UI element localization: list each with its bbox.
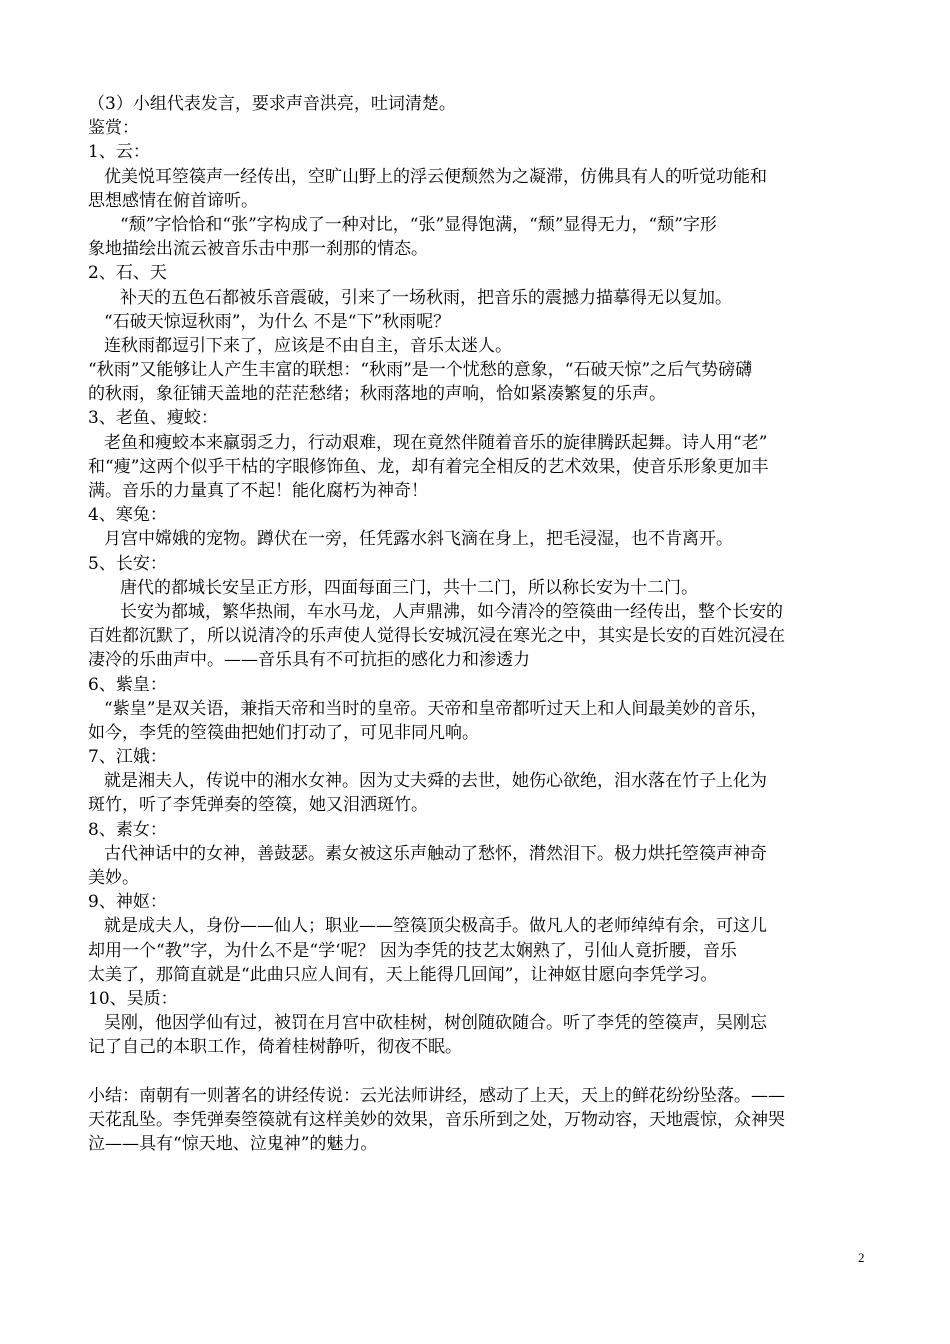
text-line: “紫皇”是双关语，兼指天帝和当时的皇帝。天帝和皇帝都听过天上和人间最美妙的音乐，	[104, 698, 768, 719]
text-line: 和“瘦”这两个似乎干枯的字眼修饰鱼、龙，却有着完全相反的艺术效果，使音乐形象更加丰	[88, 456, 769, 477]
text-line: 4、寒兔：	[88, 505, 167, 526]
text-line: 2、石、天	[88, 263, 167, 284]
text-line: 优美悦耳箜篌声一经传出，空旷山野上的浮云便颓然为之凝滞，仿佛具有人的听觉功能和	[104, 166, 767, 187]
text-line: 就是湘夫人，传说中的湘水女神。因为丈夫舜的去世，她伤心欲绝，泪水落在竹子上化为	[104, 771, 767, 792]
text-line: 小结：南朝有一则著名的讲经传说：云光法师讲经，感动了上天，天上的鲜花纷纷坠落。——	[88, 1085, 785, 1106]
text-line: 1、云：	[88, 142, 150, 163]
text-line: 思想感情在俯首谛听。	[88, 190, 258, 211]
text-line: 泣——具有“惊天地、泣鬼神”的魅力。	[88, 1134, 378, 1155]
text-line: 满。音乐的力量真了不起！能化腐朽为神奇！	[88, 481, 428, 501]
text-line: 8、素女：	[88, 819, 167, 840]
text-line: 连秋雨都逗引下来了，应该是不由自主，音乐太迷人。	[104, 335, 512, 356]
blank-line	[88, 1060, 878, 1084]
text-line: 就是成夫人，身份——仙人；职业——箜篌顶尖极高手。做凡人的老师绰绰有余，可这儿	[104, 916, 767, 937]
text-line: 补天的五色石都被乐音震破，引来了一场秋雨，把音乐的震撼力描摹得无以复加。	[120, 287, 732, 308]
text-line: 5、长安：	[88, 553, 167, 574]
page-number: 2	[858, 1250, 865, 1265]
text-line: 却用一个“教”字，为什么不是“学‘呢？ 因为李凭的技艺太娴熟了，引仙人竟折腰，音乐	[88, 940, 737, 961]
text-line: 天花乱坠。李凭弹奏箜篌就有这样美妙的效果，音乐所到之处，万物动容，天地震惊，众神哭	[88, 1109, 785, 1130]
text-line: 月宫中嫦娥的宠物。蹲伏在一旁，任凭露水斜飞滴在身上，把毛浸湿，也不肯离开。	[104, 529, 733, 550]
text-line: 百姓都沉默了，所以说清冷的乐声使人觉得长安城沉浸在寒光之中，其实是长安的百姓沉浸在	[88, 626, 785, 647]
text-line: “颓”字恰恰和“张”字构成了一种对比，“张”显得饱满，“颓”显得无力，“颓”字形	[120, 214, 717, 235]
text-line: 如今，李凭的箜篌曲把她们打动了，可见非同凡响。	[88, 722, 479, 743]
text-line: 7、江娥：	[88, 747, 167, 768]
text-line: 唐代的都城长安呈正方形，四面每面三门，共十二门，所以称长安为十二门。	[120, 577, 698, 598]
text-line: “石破天惊逗秋雨”，为什么 不是“下”秋雨呢？	[104, 311, 451, 332]
text-line: 记了自己的本职工作，倚着桂树静听，彻夜不眠。	[88, 1037, 462, 1058]
document-body	[88, 92, 878, 1156]
text-line: 太美了，那简直就是“此曲只应人间有，天上能得几回闻”，让神妪甘愿向李凭学习。	[88, 964, 718, 985]
text-line: 10、吴质：	[88, 988, 178, 1009]
text-line: 吴刚，他因学仙有过，被罚在月宫中砍桂树，树创随砍随合。听了李凭的箜篌声，吴刚忘	[104, 1013, 767, 1034]
text-line: 6、紫皇：	[88, 674, 167, 695]
text-line: 凄冷的乐曲声中。——音乐具有不可抗拒的感化力和渗透力	[88, 650, 530, 671]
text-line: （3）小组代表发言，要求声音洪亮，吐词清楚。	[88, 94, 456, 114]
text-line: 古代神话中的女神，善鼓瑟。素女被这乐声触动了愁怀，潸然泪下。极力烘托箜篌声神奇	[104, 843, 767, 864]
text-line: 3、老鱼、瘦蛟：	[88, 408, 218, 429]
text-line: 鉴赏：	[88, 118, 139, 139]
text-line: 象地描绘出流云被音乐击中那一刹那的情态。	[88, 239, 428, 260]
text-line: 美妙。	[88, 868, 139, 888]
text-line: 9、神妪：	[88, 892, 167, 913]
text-line: 长安为都城，繁华热闹，车水马龙，人声鼎沸，如今清冷的箜篌曲一经传出，整个长安的	[120, 601, 783, 622]
text-line: 的秋雨，象征铺天盖地的茫茫愁绪；秋雨落地的声响，恰如紧凑繁复的乐声。	[88, 384, 666, 405]
text-line: 斑竹，听了李凭弹奏的箜篌，她又泪洒斑竹。	[88, 795, 428, 816]
text-line: “秋雨”又能够让人产生丰富的联想：“秋雨”是一个忧愁的意象，“石破天惊”之后气势磅礴	[88, 360, 753, 381]
text-line: 老鱼和瘦蛟本来羸弱乏力，行动艰难，现在竟然伴随着音乐的旋律腾跃起舞。诗人用“老”	[104, 432, 768, 453]
